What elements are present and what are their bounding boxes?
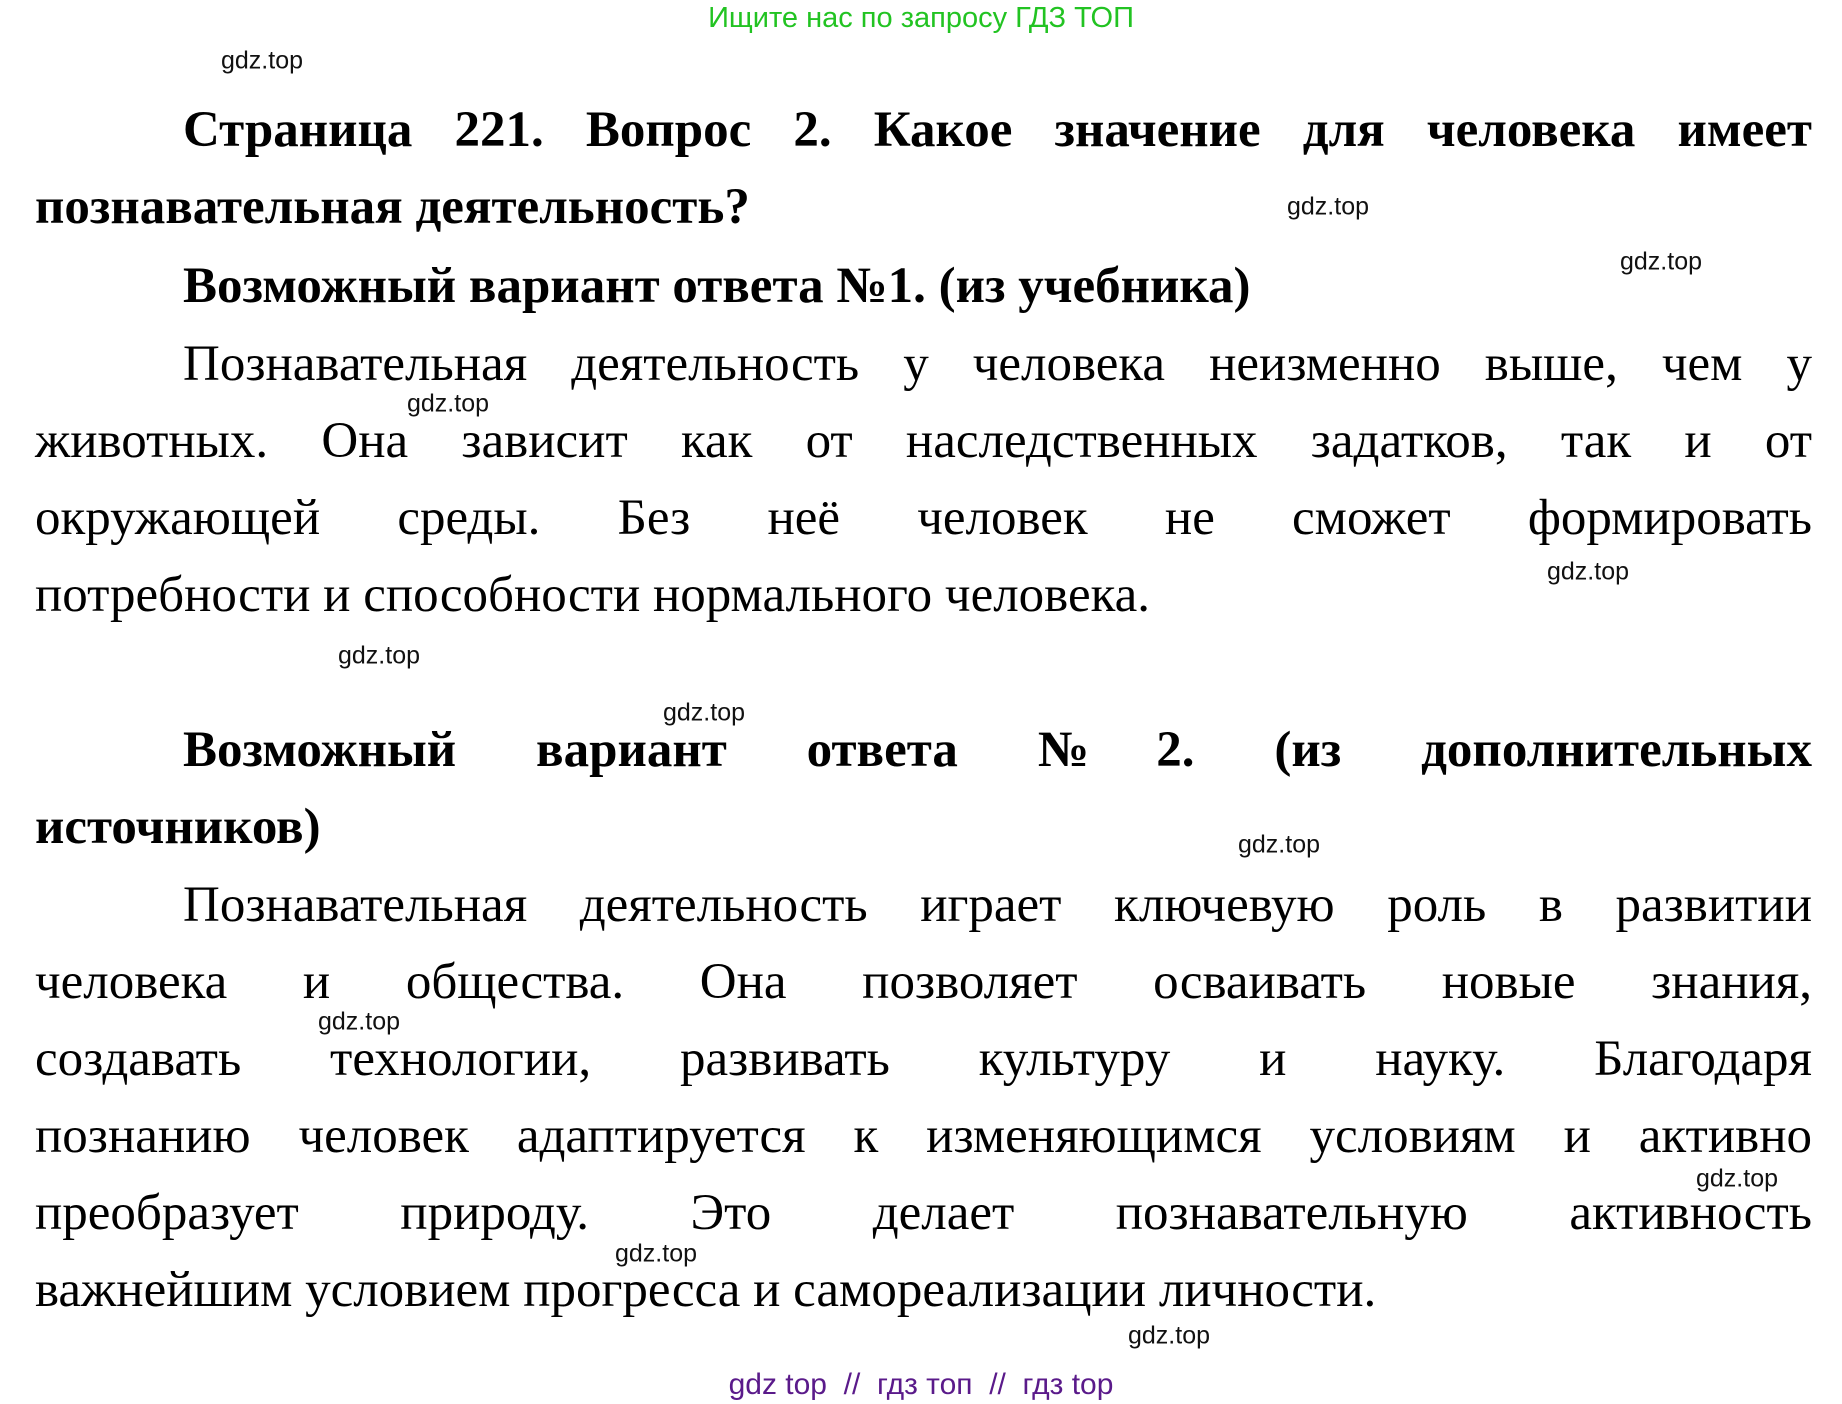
- footer-links: gdz top // гдз топ // гдз top: [728, 1368, 1114, 1401]
- paragraph-line: важнейшим условием прогресса и самореализации личности.: [35, 1262, 1377, 1318]
- paragraph-line: создавать технологии, развивать культуру и науку. Благодаря: [35, 1031, 1812, 1087]
- paragraph-line: Познавательная деятельность играет ключевую роль в развитии: [183, 877, 1812, 933]
- answer2-paragraph: [35, 867, 1812, 1329]
- watermark: gdz.top: [662, 698, 746, 727]
- watermark: gdz.top: [1237, 830, 1321, 859]
- watermark: gdz.top: [1546, 557, 1630, 586]
- watermark: gdz.top: [317, 1007, 401, 1036]
- paragraph-line: человека и общества. Она позволяет осваивать новые знания,: [35, 954, 1812, 1010]
- answer1-heading-text: Возможный вариант ответа №1. (из учебника): [183, 258, 1251, 314]
- answer1-paragraph: [35, 326, 1812, 634]
- watermark: gdz.top: [1127, 1321, 1211, 1350]
- paragraph-line: преобразует природу. Это делает познавательную активность: [35, 1185, 1812, 1241]
- watermark: gdz.top: [406, 389, 490, 418]
- search-banner: Ищите нас по запросу ГДЗ ТОП: [708, 2, 1134, 34]
- paragraph-line: Познавательная деятельность у человека неизменно выше, чем у: [183, 336, 1812, 392]
- answer2-heading: [35, 712, 1812, 866]
- paragraph-line: познанию человек адаптируется к изменяющимся условиям и активно: [35, 1108, 1812, 1164]
- watermark: gdz.top: [337, 641, 421, 670]
- watermark: gdz.top: [220, 46, 304, 75]
- watermark: gdz.top: [1286, 192, 1370, 221]
- heading-line: источников): [35, 799, 321, 855]
- answer1-heading: [35, 248, 1812, 325]
- watermark: gdz.top: [1619, 247, 1703, 276]
- title-line: Страница 221. Вопрос 2. Какое значение для человека имеет: [183, 102, 1812, 158]
- paragraph-line: животных. Она зависит как от наследственных задатков, так и от: [35, 413, 1812, 469]
- paragraph-line: потребности и способности нормального человека.: [35, 567, 1150, 623]
- paragraph-line: окружающей среды. Без неё человек не сможет формировать: [35, 490, 1812, 546]
- watermark: gdz.top: [614, 1239, 698, 1268]
- question-title: [35, 92, 1812, 246]
- heading-line: Возможный вариант ответа №2. (из дополнительных: [183, 722, 1812, 778]
- title-line: познавательная деятельность?: [35, 179, 750, 235]
- watermark: gdz.top: [1695, 1164, 1779, 1193]
